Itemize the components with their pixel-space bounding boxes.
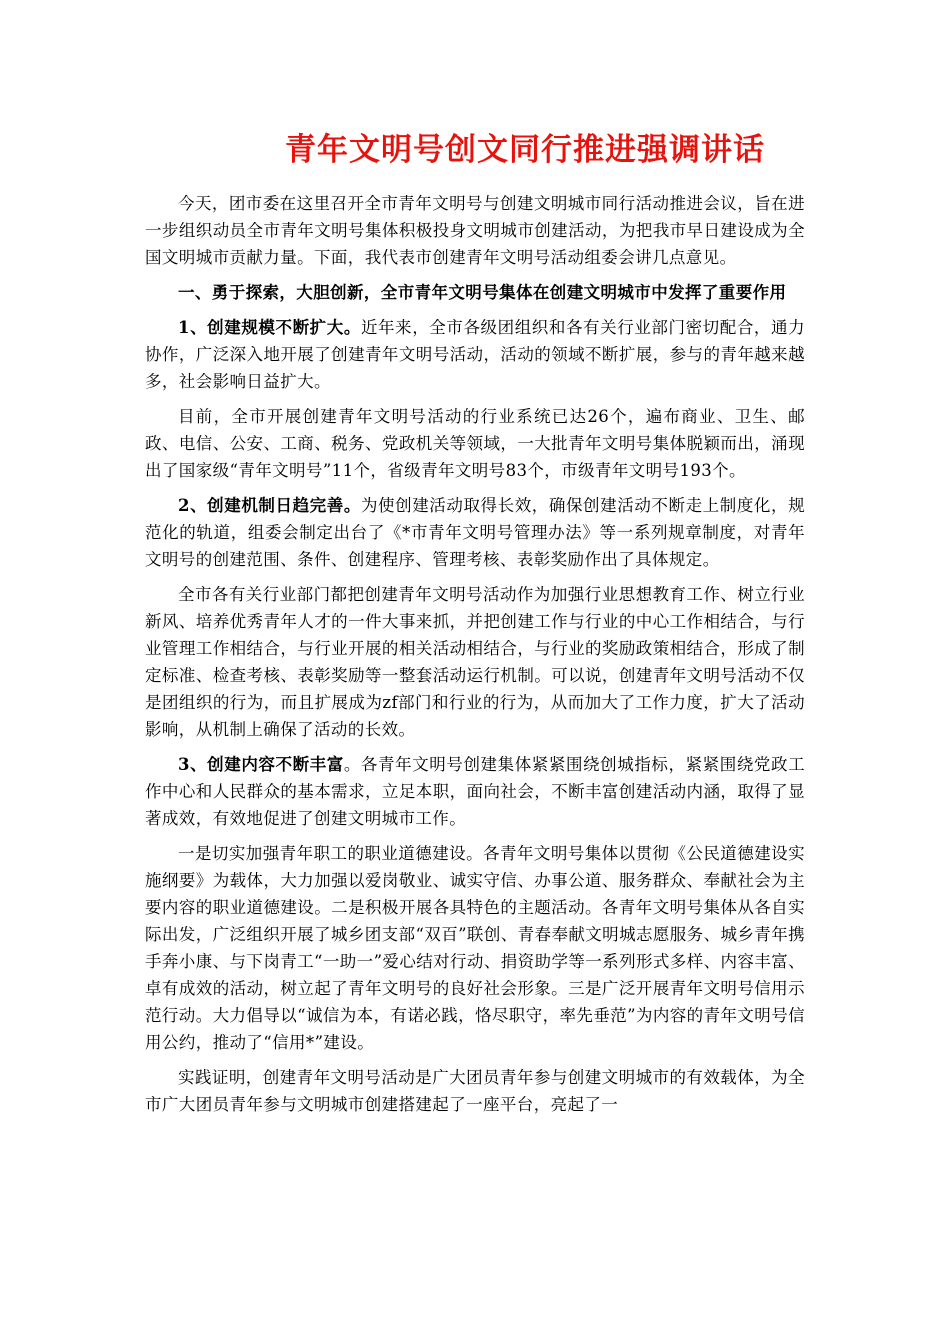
point-3-lead: 3、创建内容不断丰富 — [178, 755, 344, 774]
paragraph-statistics: 目前，全市开展创建青年文明号活动的行业系统已达26个，遍布商业、卫生、邮政、电信、公安、工商、税务、党政机关等领域，一大批青年文明号集体脱颖而出，涌现出了国家级“青年文明号”11个，省级青年文明号83个，市级青年文明号193个。 — [145, 407, 805, 480]
paragraph-point-1 — [145, 314, 805, 395]
point-2-text: 为使创建活动取得长效，确保创建活动不断走上制度化，规范化的轨道，组委会制定出台了《*市青年文明号管理办法》等一系列规章制度，对青年文明号的创建范围、条件、创建程序、管理考核、表彰奖励作出了具体规定。 — [145, 496, 805, 569]
paragraph-mechanism: 全市各有关行业部门都把创建青年文明号活动作为加强行业思想教育工作、树立行业新风、培养优秀青年人才的一件大事来抓，并把创建工作与行业的中心工作相结合，与行业管理工作相结合，与行业开展的相关活动相结合，与行业的奖励政策相结合，形成了制定标准、检查考核、表彰奖励等一整套活动运行机制。可以说，创建青年文明号活动不仅是团组织的行为，而且扩展成为zf部门和行业的行为，从而加大了工作力度，扩大了活动影响，从机制上确保了活动的长效。 — [145, 585, 805, 739]
paragraph-point-3 — [145, 751, 805, 832]
section-heading-1: 一、勇于探索，大胆创新，全市青年文明号集体在创建文明城市中发挥了重要作用 — [178, 283, 787, 302]
point-3-text: 。各青年文明号创建集体紧紧围绕创城指标，紧紧围绕党政工作中心和人民群众的基本需求，立足本职，面向社会，不断丰富创建活动内涵，取得了显著成效，有效地促进了创建文明城市工作。 — [145, 755, 805, 828]
paragraph-intro: 今天，团市委在这里召开全市青年文明号与创建文明城市同行活动推进会议，旨在进一步组织动员全市青年文明号集体积极投身文明城市创建活动，为把我市早日建设成为全国文明城市贡献力量。下面，我代表市创建青年文明号活动组委会讲几点意见。 — [145, 194, 805, 267]
paragraph-conclusion: 实践证明，创建青年文明号活动是广大团员青年参与创建文明城市的有效载体，为全市广大团员青年参与文明城市创建搭建起了一座平台，亮起了一 — [145, 1068, 805, 1114]
paragraph-activities: 一是切实加强青年职工的职业道德建设。各青年文明号集体以贯彻《公民道德建设实施纲要》为载体，大力加强以爱岗敬业、诚实守信、办事公道、服务群众、奉献社会为主要内容的职业道德建设。二是积极开展各具特色的主题活动。各青年文明号集体从各自实际出发，广泛组织开展了城乡团支部“双百”联创、青春奉献文明城志愿服务、城乡青年携手奔小康、与下岗青工“一助一”爱心结对行动、捐资助学等一系列形式多样、内容丰富、卓有成效的活动，树立起了青年文明号的良好社会形象。三是广泛开展青年文明号信用示范行动。大力倡导以“诚信为本，有诺必践，恪尽职守，率先垂范”为内容的青年文明号信用公约，推动了“信用*”建设。 — [145, 844, 805, 1052]
document-page — [145, 130, 805, 1126]
paragraph-point-2 — [145, 492, 805, 573]
point-2-lead: 2、创建机制日趋完善。 — [178, 496, 361, 515]
point-1-lead: 1、创建规模不断扩大。 — [178, 318, 361, 337]
point-1-text: 近年来，全市各级团组织和各有关行业部门密切配合，通力协作，广泛深入地开展了创建青年文明号活动，活动的领域不断扩展，参与的青年越来越多，社会影响日益扩大。 — [145, 318, 805, 391]
document-title: 青年文明号创文同行推进强调讲话 — [285, 132, 765, 168]
